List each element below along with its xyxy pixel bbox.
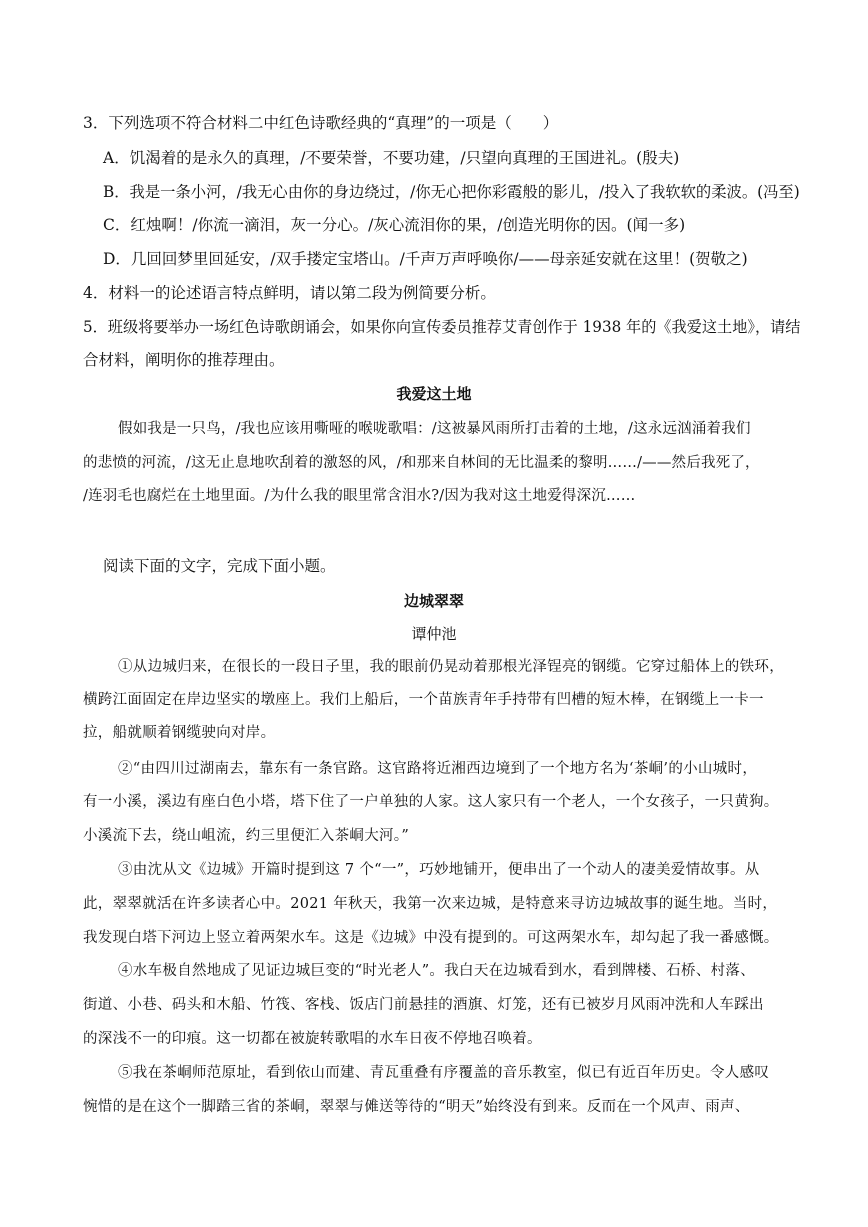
paragraph-line: ⑤我在茶峒师范原址，看到依山而建、青瓦重叠有序覆盖的音乐教室，似已有近百年历史。令人感叹 [118,1065,770,1081]
poem-line: /连羽毛也腐烂在土地里面。/为什么我的眼里常含泪水?/因为我对这土地爱得深沉…… [83,488,636,504]
question-5-line-2: 合材料，阐明你的推荐理由。 [83,351,285,369]
paragraph-line: ②“由四川过湖南去，靠东有一条官路。这官路将近湘西边境到了一个地方名为‘茶峒’的小山城时， [118,761,758,777]
paragraph-line: ①从边城归来，在很长的一段日子里，我的眼前仍晃动着那根光泽锃亮的钢缆。它穿过船体上的铁环， [118,659,784,675]
question-3-option-c: C．红烛啊！/你流一滴泪，灰一分心。/灰心流泪你的果，/创造光明你的因。(闻一多) [103,216,686,234]
question-3-option-a: A．饥渴着的是永久的真理，/不要荣誉，不要功建，/只望向真理的王国进礼。(殷夫) [103,149,680,167]
paragraph-line: 有一小溪，溪边有座白色小塔，塔下住了一户单独的人家。这人家只有一个老人，一个女孩子，一只黄狗。 [83,794,779,810]
paragraph-line: 我发现白塔下河边上竖立着两架水车。这是《边城》中没有提到的。可这两架水车，却勾起了我一番感慨。 [83,930,779,946]
article-author: 谭仲池 [411,625,457,643]
question-3-option-b: B．我是一条小河，/我无心由你的身边绕过，/你无心把你彩霞般的影儿，/投入了我软软的柔波。(冯至) [103,183,800,201]
paragraph-line: 横跨江面固定在岸边坚实的墩座上。我们上船后，一个苗族青年手持带有凹槽的短木棒，在钢缆上一卡一 [83,692,764,708]
article-title: 边城翠翠 [403,592,464,610]
paragraph-line: 小溪流下去，绕山岨流，约三里便汇入茶峒大河。” [83,828,410,844]
paragraph-line: 惋惜的是在这个一脚踏三省的茶峒，翠翠与傩送等待的“明天”始终没有到来。反而在一个风声、雨声、 [83,1099,750,1115]
poem-line: 假如我是一只鸟，/我也应该用嘶哑的喉咙歌唱：/这被暴风雨所打击着的土地，/这永远汹涌着我们 [118,421,751,437]
paragraph-line: 拉，船就顺着钢缆驶向对岸。 [83,725,276,741]
paragraph-line: 的深浅不一的印痕。这一切都在被旋转歌唱的水车日夜不停地召唤着。 [83,1031,542,1047]
question-4: 4．材料一的论述语言特点鲜明，请以第二段为例简要分析。 [83,284,496,302]
poem-line: 的悲愤的河流，/这无止息地吹刮着的激怒的风，/和那来自林间的无比温柔的黎明……/——然后我死了， [83,455,760,471]
paragraph-line: 街道、小巷、码头和木船、竹筏、客栈、饭店门前悬挂的酒旗、灯笼，还有已被岁月风雨冲洗和人车踩出 [83,997,764,1013]
reading-instruction: 阅读下面的文字，完成下面小题。 [103,557,336,575]
paragraph-line: 此，翠翠就活在许多读者心中。2021 年秋天，我第一次来边城，是特意来寻访边城故事的诞生地。当时， [83,896,778,912]
poem-title: 我爱这土地 [396,385,472,403]
question-3-stem: 3．下列选项不符合材料二中红色诗歌经典的“真理”的一项是（ ） [83,114,559,132]
paragraph-line: ④水车极自然地成了见证边城巨变的“时光老人”。我白天在边城看到水，看到牌楼、石桥、村落、 [118,963,756,979]
question-5-line-1: 5．班级将要举办一场红色诗歌朗诵会，如果你向宣传委员推荐艾青创作于 1938 年的《我爱这土地》，请结 [83,318,801,336]
paragraph-line: ③由沈从文《边城》开篇时提到这 7 个“一”，巧妙地铺开，便串出了一个动人的凄美爱情故事。从 [118,862,760,878]
question-3-option-d: D．几回回梦里回延安，/双手搂定宝塔山。/千声万声呼唤你/——母亲延安就在这里！(贺敬之) [103,250,748,268]
